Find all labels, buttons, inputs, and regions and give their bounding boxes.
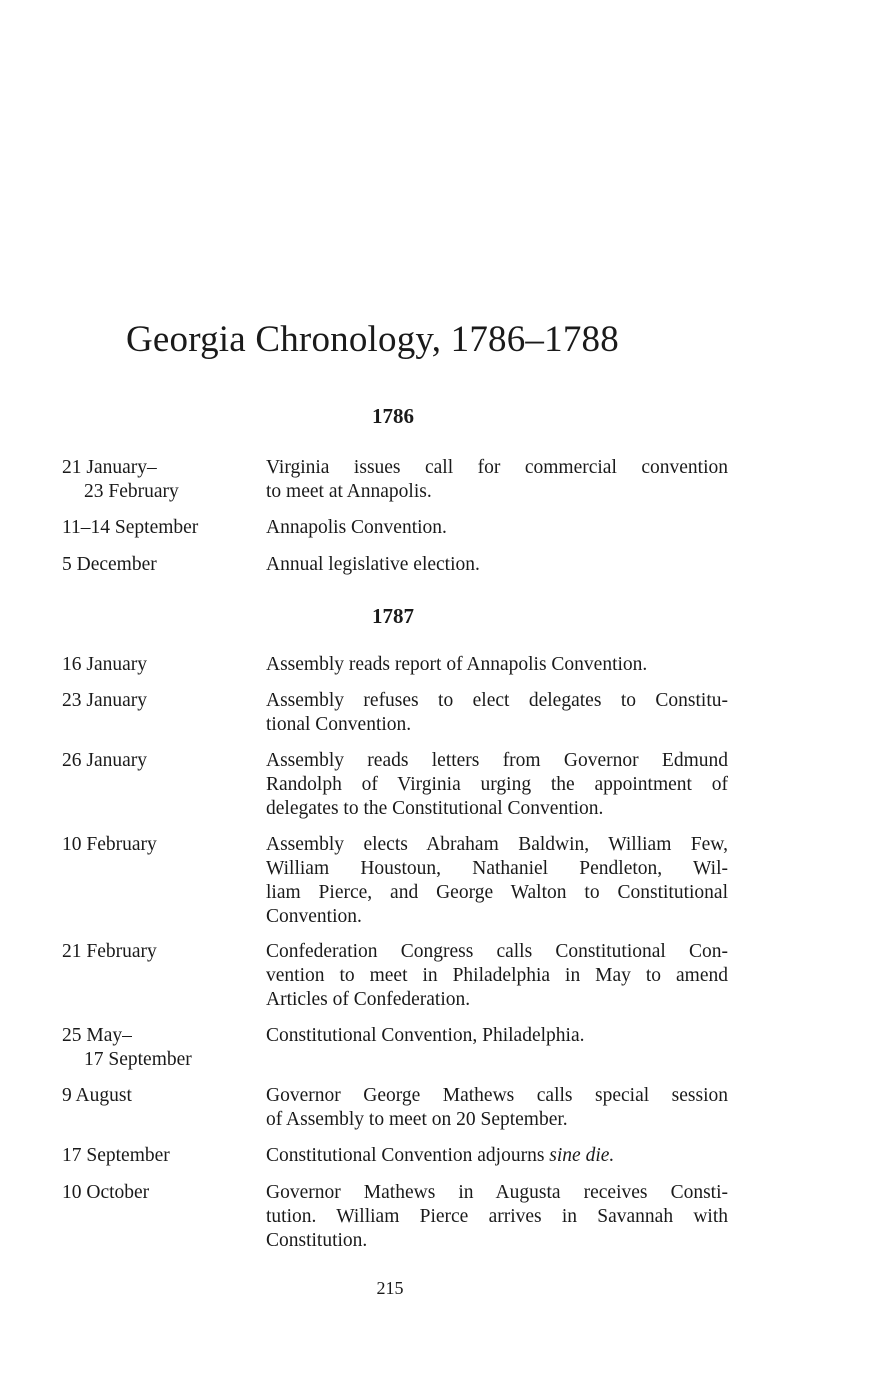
entry-description: Annual legislative election.	[266, 554, 480, 575]
entry-description: Assembly reads report of Annapolis Convention.	[266, 654, 648, 675]
entry-description: Confederation Congress calls Constitutional Con- vention to meet in Philadelphia in May to amend Articles of Confederation.	[266, 941, 728, 1010]
entry-date: 21 January– 23 February	[62, 457, 179, 502]
chronology-entry	[62, 456, 732, 516]
entry-description: Assembly elects Abraham Baldwin, William Few, William Houstoun, Nathaniel Pendleton, Wil- liam Pierce, and George Walton to Constitutional Convention.	[266, 834, 728, 927]
year-heading-1787: 1787	[372, 604, 414, 628]
entry-description: Governor Mathews in Augusta receives Consti- tution. William Pierce arrives in Savannah with Constitution.	[266, 1182, 728, 1251]
entry-date: 5 December	[62, 554, 157, 575]
entry-date: 10 February	[62, 834, 157, 855]
chronology-entry	[62, 516, 732, 553]
chronology-list-1787	[62, 653, 732, 1265]
entry-description: Assembly reads letters from Governor Edmund Randolph of Virginia urging the appointment of delegates to the Constitutional Convention.	[266, 750, 728, 819]
entry-date: 21 February	[62, 941, 157, 962]
entry-date: 25 May– 17 September	[62, 1025, 192, 1070]
entry-date: 11–14 September	[62, 517, 199, 538]
entry-description: Assembly refuses to elect delegates to Constitu- tional Convention.	[266, 690, 728, 735]
chronology-entry	[62, 1144, 732, 1181]
chronology-entry	[62, 1084, 732, 1144]
chronology-entry	[62, 833, 732, 940]
chronology-entry	[62, 653, 732, 689]
entry-description: Constitutional Convention adjourns sine die.	[266, 1145, 615, 1166]
chronology-entry	[62, 689, 732, 749]
chronology-entry	[62, 1181, 732, 1265]
entry-description: Virginia issues call for commercial convention to meet at Annapolis.	[266, 457, 728, 502]
entry-date: 10 October	[62, 1182, 150, 1203]
page-title: Georgia Chronology, 1786–1788	[126, 319, 619, 360]
entry-description: Annapolis Convention.	[266, 517, 447, 538]
page-number: 215	[376, 1278, 404, 1298]
entry-description: Constitutional Convention, Philadelphia.	[266, 1025, 585, 1046]
chronology-entry	[62, 553, 732, 590]
chronology-entry	[62, 749, 732, 833]
entry-date: 9 August	[62, 1085, 132, 1106]
chronology-entry	[62, 940, 732, 1024]
chronology-entry	[62, 1024, 732, 1084]
entry-date: 16 January	[62, 654, 148, 675]
entry-date: 26 January	[62, 750, 148, 771]
entry-description: Governor George Mathews calls special session of Assembly to meet on 20 September.	[266, 1085, 728, 1130]
chronology-list-1786	[62, 456, 732, 590]
entry-date: 23 January	[62, 690, 148, 711]
year-heading-1786: 1786	[372, 404, 414, 428]
entry-date: 17 September	[62, 1145, 170, 1166]
